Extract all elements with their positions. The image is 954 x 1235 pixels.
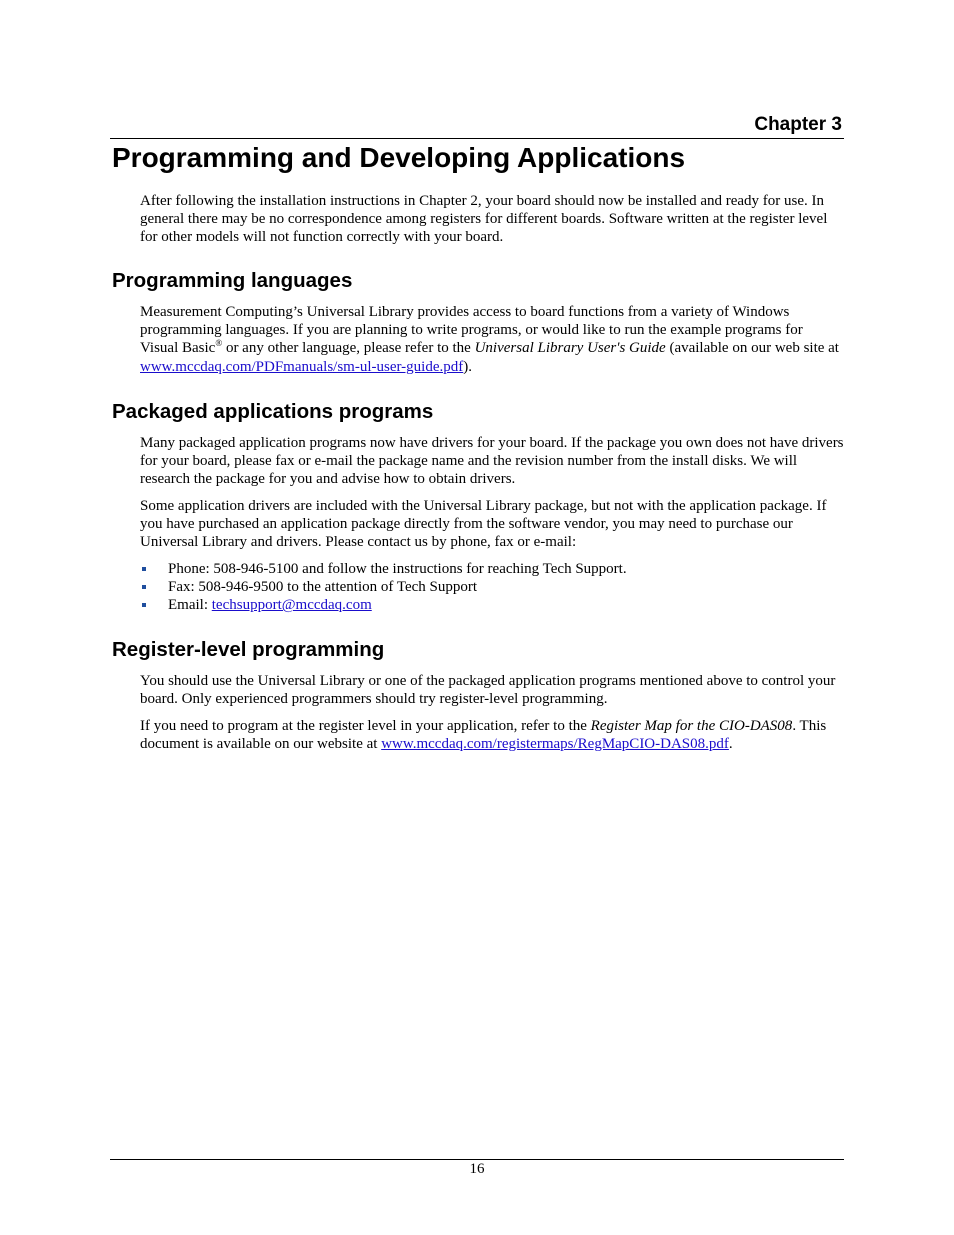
fax-contact: Fax: 508-946-9500 to the attention of Tech Support: [168, 579, 478, 596]
list-item: [140, 560, 840, 578]
register-level-paragraph-1: You should use the Universal Library or one of the packaged application programs mentioned above to control your board. Only experienced programmers should try register-level programming.: [140, 673, 836, 708]
list-item: [140, 596, 840, 614]
pl-text-1: Measurement Computing’s Universal Library provides access to board functions from a variety of Windows programming languages. If you are planning to write programs, or would like to run the example programs for Visual Basic: [140, 304, 803, 357]
register-map-title: Register Map for the CIO-DAS08: [590, 718, 793, 734]
register-map-link[interactable]: www.mccdaq.com/registermaps/RegMapCIO-DAS08.pdf: [381, 736, 729, 753]
square-bullet-icon: [142, 603, 146, 607]
ul-guide-link[interactable]: www.mccdaq.com/PDFmanuals/sm-ul-user-guide.pdf: [140, 358, 464, 375]
rl-text-c: .: [728, 736, 733, 753]
packaged-apps-paragraph-1: Many packaged application programs now have drivers for your board. If the package you own does not have drivers for your board, please fax or e-mail the package name and the revision number from the install disks. We will research the package for you and advise how to obtain drivers.: [140, 435, 844, 488]
contact-list: [140, 560, 840, 615]
programming-languages-paragraph: [140, 303, 844, 376]
heading-register-level: Register-level programming: [112, 638, 385, 661]
square-bullet-icon: [142, 567, 146, 571]
page-title: Programming and Developing Applications: [112, 142, 686, 173]
header-divider: [110, 138, 844, 139]
intro-paragraph: After following the installation instructions in Chapter 2, your board should now be installed and ready for use. In general there may be no correspondence among registers for different boards. Software written at the register level for other models will not function correctly with your board.: [140, 193, 828, 246]
phone-contact: Phone: 508-946-5100 and follow the instructions for reaching Tech Support.: [168, 561, 627, 577]
email-label: Email:: [168, 597, 212, 614]
registered-mark: ®: [215, 338, 223, 349]
list-item: [140, 578, 840, 596]
packaged-apps-paragraph-2: Some application drivers are included with the Universal Library package, but not with the application package. If you have purchased an application package directly from the software vendor, you may need to purchase our Universal Library and drivers. Please contact us by phone, fax or e-mail:: [140, 498, 827, 551]
pl-text-3: (available on our web site at: [665, 340, 839, 357]
rl-text-b: . This document is available on our website at: [140, 718, 827, 753]
register-level-paragraph-2: [140, 717, 844, 753]
pl-text-4: ).: [463, 358, 472, 375]
heading-programming-languages: Programming languages: [112, 269, 353, 292]
square-bullet-icon: [142, 585, 146, 589]
techsupport-email-link[interactable]: techsupport@mccdaq.com: [211, 597, 372, 614]
ul-guide-title: Universal Library User's Guide: [474, 340, 666, 357]
page-number: 16: [469, 1161, 485, 1177]
heading-packaged-applications: Packaged applications programs: [112, 400, 434, 423]
rl-text-a: If you need to program at the register level in your application, refer to the: [140, 718, 591, 734]
chapter-label: Chapter 3: [754, 114, 842, 135]
pl-text-2: or any other language, please refer to the: [222, 340, 475, 357]
